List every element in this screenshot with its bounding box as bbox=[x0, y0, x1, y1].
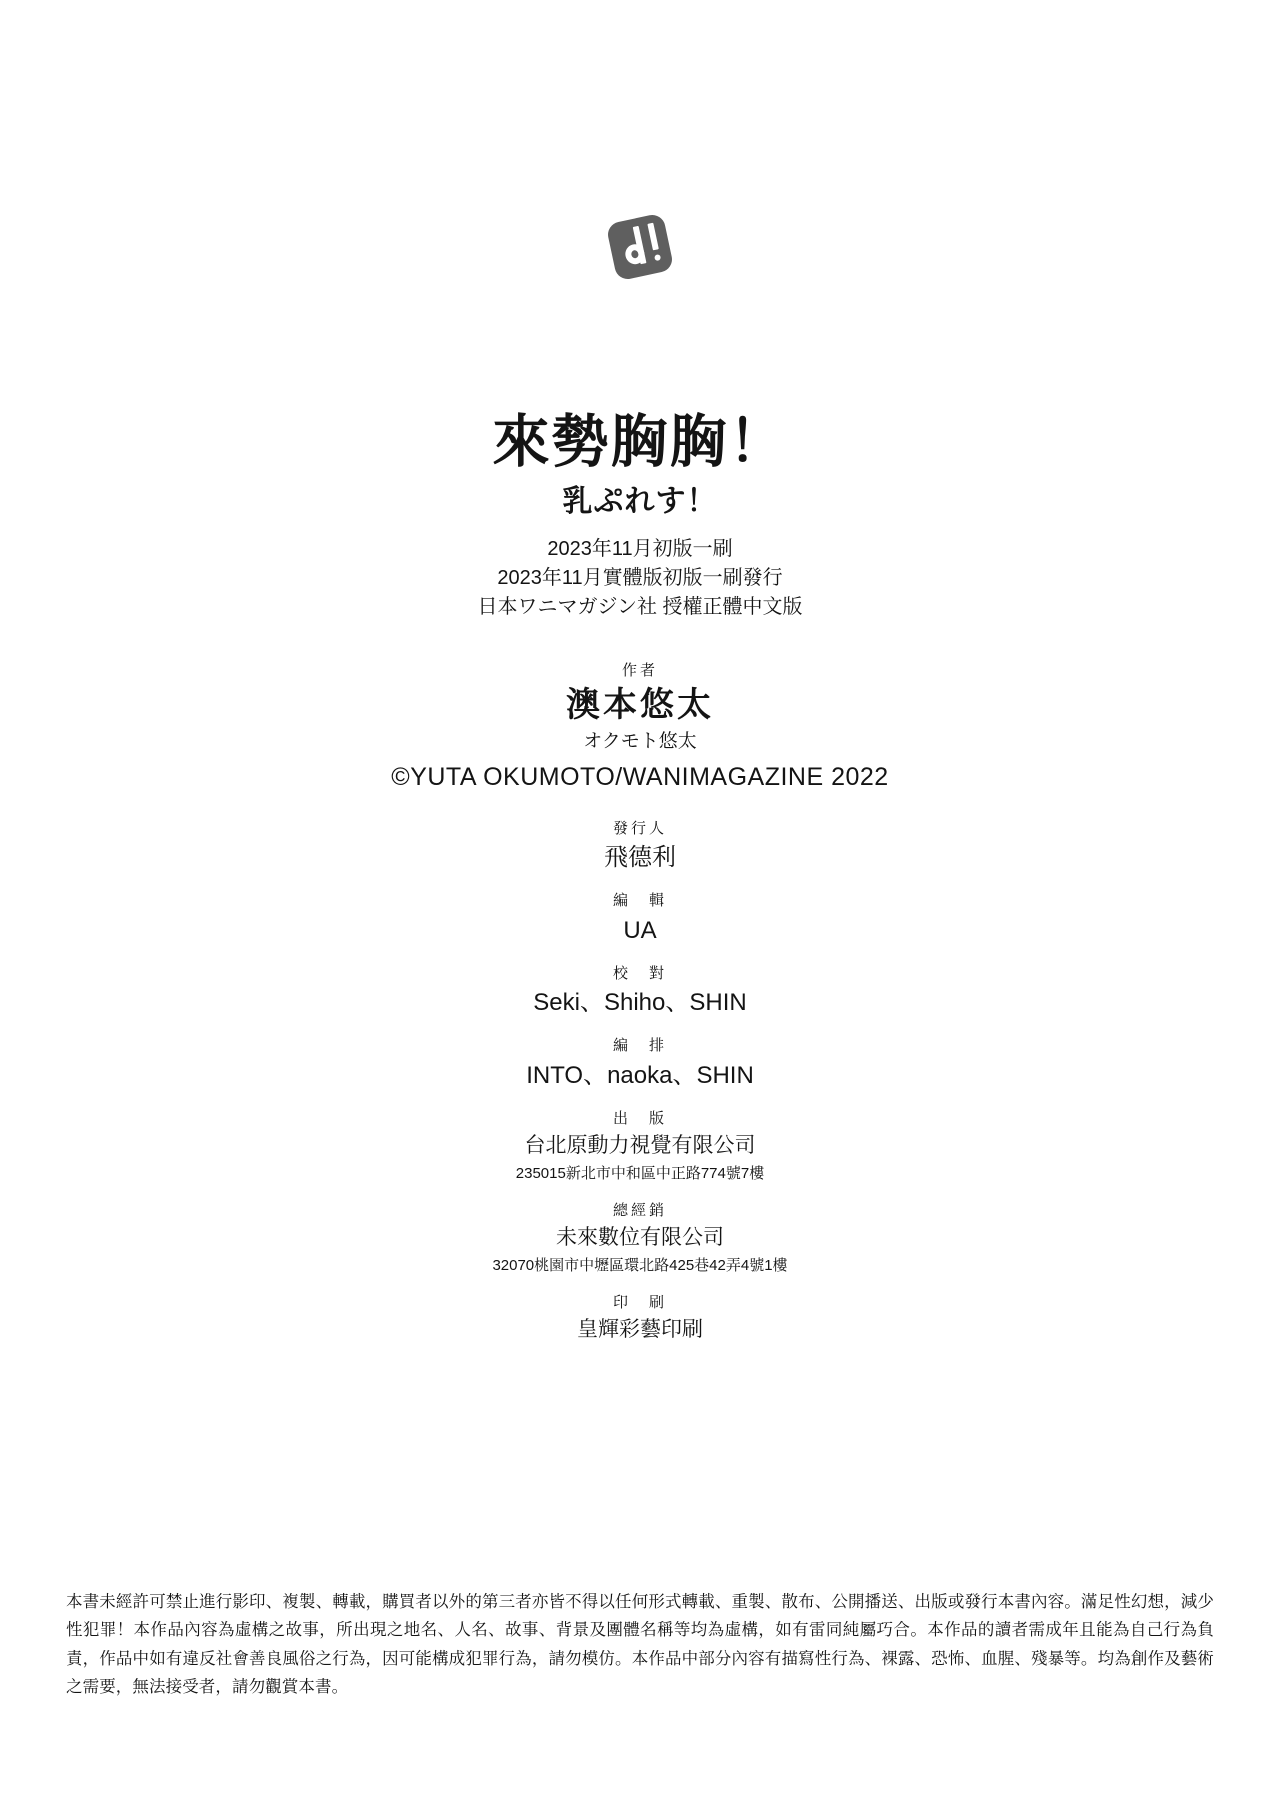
credit-block-proofreading bbox=[0, 963, 1280, 1022]
credit-block-author bbox=[0, 660, 1280, 792]
edition-info bbox=[0, 535, 1280, 622]
copyright-notice: ©YUTA OKUMOTO/WANIMAGAZINE 2022 bbox=[391, 762, 889, 791]
logo-exclamation-bar bbox=[647, 223, 658, 251]
credit-block-printing bbox=[0, 1292, 1280, 1346]
title-section bbox=[0, 410, 1280, 622]
publisher-d-logo-icon bbox=[606, 213, 675, 282]
author-name: 澳本悠太 bbox=[566, 685, 714, 724]
credit-name: INTO、naoka、SHIN bbox=[526, 1061, 754, 1089]
credit-role: 出 版 bbox=[612, 1109, 667, 1127]
credit-role: 作者 bbox=[621, 662, 658, 679]
credit-role: 總經銷 bbox=[612, 1201, 667, 1219]
credit-block-typesetting bbox=[0, 1035, 1280, 1094]
credit-block-editor bbox=[0, 890, 1280, 949]
book-title: 來勢胸胸！ bbox=[492, 410, 788, 474]
edition-line: 日本ワニマガジン社 授權正體中文版 bbox=[477, 595, 803, 618]
logo-letter-d bbox=[620, 226, 646, 267]
credit-name: Seki、Shiho、SHIN bbox=[533, 989, 747, 1017]
legal-notice-text: 本書未經許可禁止進行影印、複製、轉載，購買者以外的第三者亦皆不得以任何形式轉載、重製、散布、公開播送、出版或發行本書內容。滿足性幻想，減少性犯罪！本作品內容為虛構之故事，所出現之地名、人名、故事、背景及團體名稱等均為虛構，如有雷同純屬巧合。本作品的讀者需成年且能為自己行為負責，作品中如有違反社會善良風俗之行為，因可能構成犯罪行為，請勿模仿。本作品中部分內容有描寫性行為、裸露、恐怖、血腥、殘暴等。均為創作及藝術之需要，無法接受者，請勿觀賞本書。 bbox=[66, 1593, 1214, 1697]
credit-address: 235015新北市中和區中正路774號7樓 bbox=[515, 1164, 765, 1182]
credit-role: 編 輯 bbox=[612, 892, 667, 910]
credit-name: 皇輝彩藝印刷 bbox=[577, 1318, 703, 1342]
credit-block-distributor bbox=[0, 1200, 1280, 1278]
credit-name: 飛德利 bbox=[604, 844, 676, 872]
author-name-kana: オクモト悠太 bbox=[583, 731, 697, 753]
credit-role: 編 排 bbox=[612, 1037, 667, 1055]
credit-block-publisher bbox=[0, 1108, 1280, 1186]
credit-name: 台北原動力視覺有限公司 bbox=[524, 1134, 756, 1158]
credit-role: 印 刷 bbox=[612, 1293, 667, 1311]
credits-section bbox=[0, 660, 1280, 1360]
logo-exclamation-icon bbox=[647, 223, 661, 261]
publisher-logo-container bbox=[0, 218, 1280, 276]
credit-name: UA bbox=[623, 916, 657, 944]
credit-name: 未來數位有限公司 bbox=[556, 1226, 724, 1250]
credit-address: 32070桃園市中壢區環北路425巷42弄4號1樓 bbox=[492, 1256, 788, 1274]
credit-role: 校 對 bbox=[612, 964, 667, 982]
credit-role: 發行人 bbox=[612, 819, 667, 837]
edition-line: 2023年11月實體版初版一刷發行 bbox=[497, 566, 783, 589]
logo-exclamation-dot bbox=[654, 254, 661, 261]
credit-block-publisher-rep bbox=[0, 818, 1280, 877]
edition-line: 2023年11月初版一刷 bbox=[547, 537, 733, 560]
book-title-japanese: 乳ぷれす！ bbox=[562, 484, 718, 518]
legal-notice bbox=[66, 1588, 1214, 1702]
